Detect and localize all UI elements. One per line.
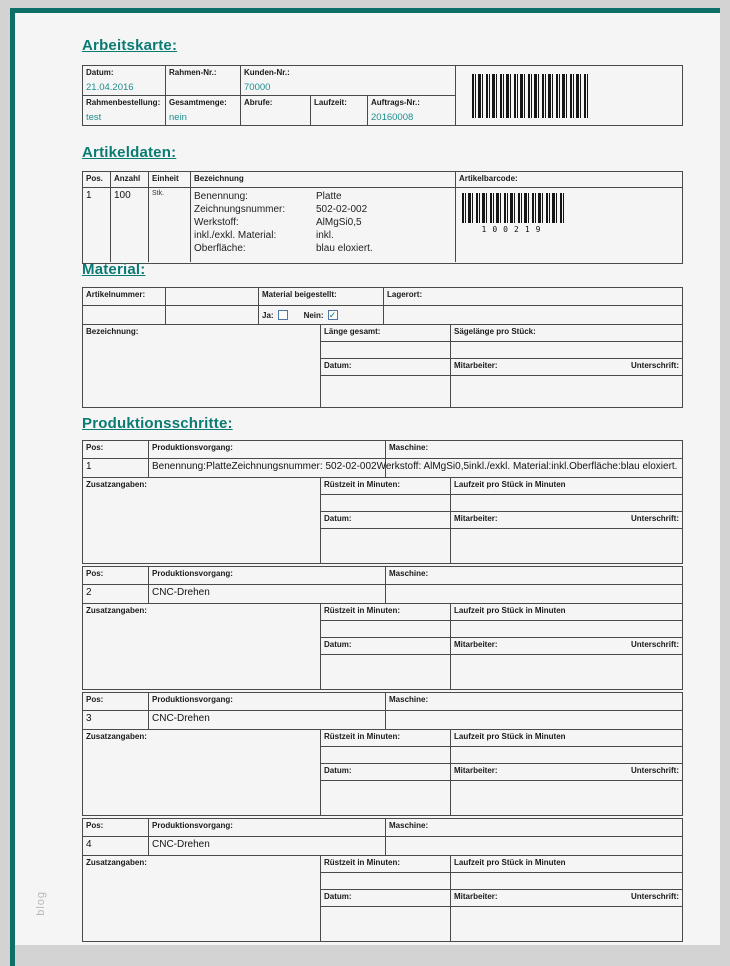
empty-cell bbox=[451, 529, 682, 563]
unterschrift-label: Unterschrift: bbox=[630, 514, 679, 523]
empty-cell bbox=[166, 306, 259, 324]
artikel-prop-row bbox=[194, 242, 452, 255]
maschine-label: Maschine: bbox=[386, 567, 682, 585]
step-datum-label: Datum: bbox=[321, 512, 451, 529]
empty-cell bbox=[451, 342, 682, 359]
maschine-value bbox=[386, 711, 682, 729]
einheit-header: Einheit bbox=[149, 172, 191, 188]
zusatzangaben-cell: Zusatzangaben: bbox=[83, 478, 321, 563]
kunden-nr-value: 70000 bbox=[244, 82, 271, 93]
maschine-value bbox=[386, 837, 682, 855]
step-sign-cell bbox=[451, 638, 682, 655]
empty-cell bbox=[451, 747, 682, 764]
empty-cell bbox=[451, 376, 682, 407]
pos-label: Pos: bbox=[83, 693, 149, 711]
pos-label: Pos: bbox=[83, 819, 149, 837]
material-sign-cell bbox=[451, 359, 682, 376]
empty-cell bbox=[321, 495, 451, 512]
mitarbeiter-label: Mitarbeiter: bbox=[454, 892, 498, 901]
pos-value: 2 bbox=[83, 585, 149, 603]
arbeitskarte-table bbox=[82, 65, 683, 126]
gesamtmenge-value: nein bbox=[166, 110, 241, 125]
empty-cell bbox=[451, 621, 682, 638]
kunden-nr-label: Kunden-Nr.: bbox=[244, 68, 290, 77]
pos-value: 3 bbox=[83, 711, 149, 729]
vorgang-label: Produktionsvorgang: bbox=[149, 693, 386, 711]
artikel-einheit-value: Stk. bbox=[149, 188, 191, 262]
material-datum-label: Datum: bbox=[321, 359, 451, 376]
ja-checkbox[interactable] bbox=[278, 310, 288, 320]
unterschrift-label: Unterschrift: bbox=[630, 361, 679, 370]
datum-value: 21.04.2016 bbox=[83, 80, 166, 95]
vorgang-value: CNC-Drehen bbox=[149, 837, 386, 855]
laufzeit-label: Laufzeit: bbox=[311, 96, 368, 110]
vorgang-value: CNC-Drehen bbox=[149, 585, 386, 603]
prop-label: Oberfläche: bbox=[194, 243, 246, 254]
rahmenbestellung-label: Rahmenbestellung: bbox=[83, 96, 166, 110]
pos-value: 4 bbox=[83, 837, 149, 855]
artikelnummer-value bbox=[166, 288, 259, 306]
ruestzeit-label: Rüstzeit in Minuten: bbox=[321, 478, 451, 495]
gesamtmenge-label: Gesamtmenge: bbox=[166, 96, 241, 110]
empty-cell bbox=[451, 873, 682, 890]
step-sign-cell bbox=[451, 764, 682, 781]
artikel-barcode bbox=[462, 193, 566, 223]
empty-cell bbox=[321, 907, 451, 941]
empty-cell bbox=[321, 873, 451, 890]
rahmen-nr-label: Rahmen-Nr.: bbox=[166, 66, 241, 80]
datum-label: Datum: bbox=[83, 66, 166, 80]
mitarbeiter-label: Mitarbeiter: bbox=[454, 514, 498, 523]
laufzeit-label: Laufzeit pro Stück in Minuten bbox=[451, 730, 682, 747]
empty-cell bbox=[321, 747, 451, 764]
unterschrift-label: Unterschrift: bbox=[630, 766, 679, 775]
maschine-label: Maschine: bbox=[386, 693, 682, 711]
artikel-barcode-value: 100219 bbox=[481, 225, 547, 234]
nein-checkbox[interactable]: ✓ bbox=[328, 310, 337, 320]
empty-cell bbox=[321, 621, 451, 638]
empty-cell bbox=[321, 655, 451, 689]
maschine-label: Maschine: bbox=[386, 819, 682, 837]
ruestzeit-label: Rüstzeit in Minuten: bbox=[321, 856, 451, 873]
material-title: Material: bbox=[82, 261, 146, 278]
blog-watermark: blog bbox=[35, 891, 47, 916]
pos-label: Pos: bbox=[83, 441, 149, 459]
pos-label: Pos: bbox=[83, 567, 149, 585]
zusatzangaben-cell: Zusatzangaben: bbox=[83, 604, 321, 689]
empty-cell bbox=[83, 306, 166, 324]
auftrag-barcode bbox=[472, 74, 590, 118]
laufzeit-value bbox=[311, 110, 368, 125]
produktionsschritte-title: Produktionsschritte: bbox=[82, 415, 233, 432]
ja-label: Ja: bbox=[262, 310, 274, 320]
arbeitskarte-title: Arbeitskarte: bbox=[82, 37, 178, 54]
bezeichnung-header: Bezeichnung bbox=[191, 172, 456, 188]
vorgang-label: Produktionsvorgang: bbox=[149, 441, 386, 459]
zusatzangaben-cell: Zusatzangaben: bbox=[83, 730, 321, 815]
empty-cell bbox=[451, 907, 682, 941]
production-step-block bbox=[82, 692, 683, 816]
prop-label: Werkstoff: bbox=[194, 217, 239, 228]
vorgang-label: Produktionsvorgang: bbox=[149, 567, 386, 585]
step-datum-label: Datum: bbox=[321, 638, 451, 655]
laenge-gesamt-label: Länge gesamt: bbox=[321, 325, 451, 342]
ruestzeit-label: Rüstzeit in Minuten: bbox=[321, 730, 451, 747]
prop-value: Platte bbox=[316, 191, 342, 202]
document-page bbox=[15, 13, 720, 945]
artikel-prop-row bbox=[194, 216, 452, 229]
prop-label: Zeichnungsnummer: bbox=[194, 204, 286, 215]
production-step-block bbox=[82, 566, 683, 690]
empty-cell bbox=[321, 376, 451, 407]
production-step-block bbox=[82, 818, 683, 942]
artikel-description-cell bbox=[191, 188, 456, 262]
prop-value: inkl. bbox=[316, 230, 334, 241]
mitarbeiter-label: Mitarbeiter: bbox=[454, 766, 498, 775]
step-sign-cell bbox=[451, 890, 682, 907]
prop-value: 502-02-002 bbox=[316, 204, 368, 215]
laufzeit-label: Laufzeit pro Stück in Minuten bbox=[451, 478, 682, 495]
unterschrift-label: Unterschrift: bbox=[630, 892, 679, 901]
pos-value: 1 bbox=[83, 459, 149, 477]
empty-cell bbox=[321, 342, 451, 359]
laufzeit-label: Laufzeit pro Stück in Minuten bbox=[451, 604, 682, 621]
nein-label: Nein: bbox=[303, 310, 324, 320]
material-table bbox=[82, 287, 683, 408]
zusatzangaben-cell: Zusatzangaben: bbox=[83, 856, 321, 941]
saegelaenge-label: Sägelänge pro Stück: bbox=[451, 325, 682, 342]
prop-value: blau eloxiert. bbox=[316, 243, 373, 254]
maschine-value bbox=[386, 585, 682, 603]
unterschrift-label: Unterschrift: bbox=[630, 640, 679, 649]
empty-cell bbox=[451, 495, 682, 512]
rahmenbestellung-value: test bbox=[83, 110, 166, 125]
pos-header: Pos. bbox=[83, 172, 111, 188]
maschine-label: Maschine: bbox=[386, 441, 682, 459]
mitarbeiter-label: Mitarbeiter: bbox=[454, 361, 498, 370]
empty-cell bbox=[451, 655, 682, 689]
step-datum-label: Datum: bbox=[321, 890, 451, 907]
artikel-prop-row bbox=[194, 203, 452, 216]
vorgang-label: Produktionsvorgang: bbox=[149, 819, 386, 837]
laufzeit-label: Laufzeit pro Stück in Minuten bbox=[451, 856, 682, 873]
lagerort-label: Lagerort: bbox=[384, 288, 682, 306]
abrufe-value bbox=[241, 110, 311, 125]
prop-label: inkl./exkl. Material: bbox=[194, 230, 277, 241]
prop-label: Benennung: bbox=[194, 191, 248, 202]
empty-cell bbox=[321, 529, 451, 563]
vorgang-value: Benennung:PlatteZeichnungsnummer: 502-02-002Werkstoff: AlMgSi0,5inkl./exkl. Material:inkl.Oberfläche:blau eloxiert. bbox=[149, 459, 386, 477]
artikelnummer-label: Artikelnummer: bbox=[83, 288, 166, 306]
vorgang-value: CNC-Drehen bbox=[149, 711, 386, 729]
artikelbarcode-header: Artikelbarcode: bbox=[456, 172, 682, 188]
production-step-block bbox=[82, 440, 683, 564]
artikel-prop-row bbox=[194, 229, 452, 242]
bezeichnung-cell: Bezeichnung: bbox=[83, 325, 321, 407]
empty-cell bbox=[384, 306, 682, 324]
empty-cell bbox=[321, 781, 451, 815]
artikel-anzahl-value: 100 bbox=[111, 188, 149, 262]
material-beigestellt-label: Material beigestellt: bbox=[259, 288, 384, 306]
artikeldaten-title: Artikeldaten: bbox=[82, 144, 177, 161]
auftrags-nr-value: 20160008 bbox=[371, 112, 414, 123]
material-checkbox-cell bbox=[259, 306, 384, 324]
artikel-barcode-cell bbox=[456, 188, 682, 262]
auftrags-nr-label: Auftrags-Nr.: bbox=[371, 98, 420, 107]
step-sign-cell bbox=[451, 512, 682, 529]
artikel-pos-value: 1 bbox=[83, 188, 111, 262]
anzahl-header: Anzahl bbox=[111, 172, 149, 188]
prop-value: AlMgSi0,5 bbox=[316, 217, 362, 228]
empty-cell bbox=[451, 781, 682, 815]
rahmen-nr-value bbox=[166, 80, 241, 95]
artikeldaten-table bbox=[82, 171, 683, 264]
abrufe-label: Abrufe: bbox=[241, 96, 311, 110]
step-datum-label: Datum: bbox=[321, 764, 451, 781]
ruestzeit-label: Rüstzeit in Minuten: bbox=[321, 604, 451, 621]
mitarbeiter-label: Mitarbeiter: bbox=[454, 640, 498, 649]
artikel-prop-row bbox=[194, 190, 452, 203]
